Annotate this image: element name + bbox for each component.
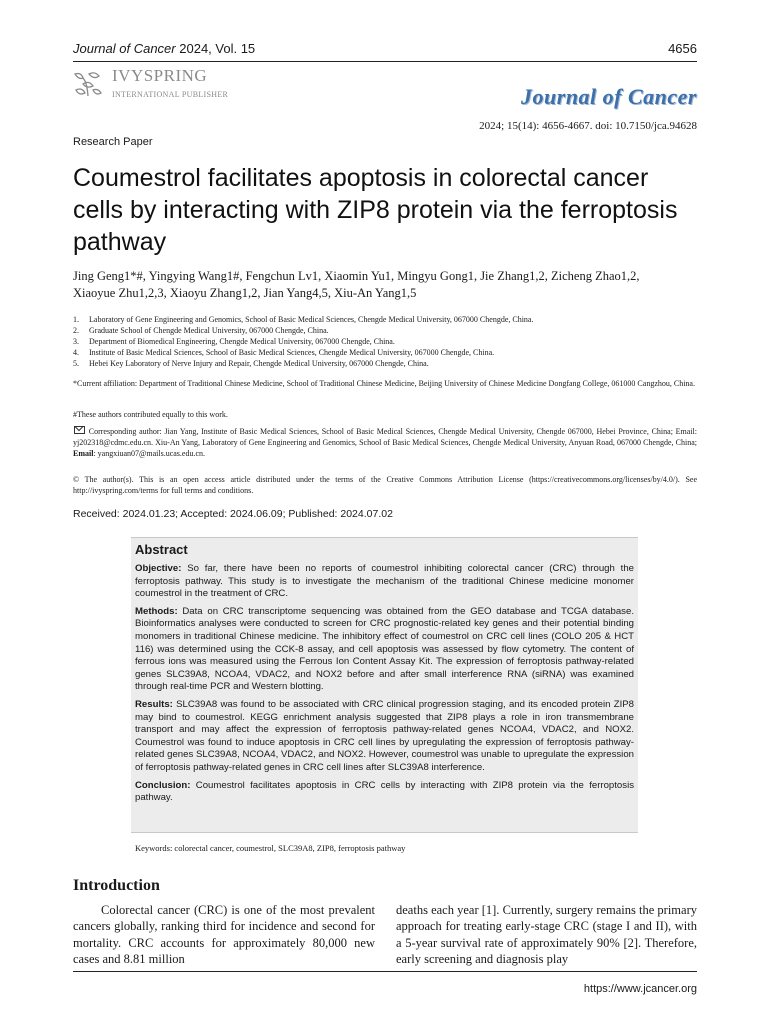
current-affiliation: *Current affiliation: Department of Traditional Chinese Medicine, School of Traditional Chinese Medicine, Beijing University of Chinese Medicine Dongfang College, 061000 Cangzhou, China. <box>73 379 695 388</box>
intro-column-left: Colorectal cancer (CRC) is one of the most prevalent cancers globally, ranking third for incidence and second for mortality. CRC accounts for approximately 80,000 new cases and 8.81 million <box>73 903 375 967</box>
authors-line <box>73 285 703 302</box>
header-journal: Journal of Cancer <box>73 41 176 56</box>
affiliation-item: 4. Institute of Basic Medical Sciences, School of Basic Medical Sciences, Chengde Medical University, 067000 Chengde, China. <box>73 348 495 357</box>
page-number: 4656 <box>668 41 697 56</box>
title-line: pathway <box>73 228 167 256</box>
section-heading-introduction: Introduction <box>73 877 160 894</box>
affiliation-item: 1. Laboratory of Gene Engineering and Genomics, School of Basic Medical Sciences, Chengde Medical University, 067000 Chengde, China. <box>73 315 534 324</box>
running-header <box>73 41 255 56</box>
footer-url[interactable]: https://www.jcancer.org <box>583 983 697 995</box>
corresponding-author: Corresponding author: Jian Yang, Institute of Basic Medical Sciences, School of Basic Medical Sciences, Chengde Medical University, Chengde 067000, Hebei Province, China; Email: yj202318@cdmc.edu.cn. Xiu-An Yang, Laboratory of Gene Engineering and Genomics, School of Basic Medical Sciences, Chengde Medical University, Anyuan Road, 067000 Chengde, China; Email: yangxiuan07@mails.ucas.edu.cn. <box>73 427 697 458</box>
authors-line: Jing Geng1*#, Yingying Wang1#, Fengchun Lv1, Xiaomin Yu1, Mingyu Gong1, Jie Zhang1,2, Zicheng Zhao1,2, <box>73 269 640 283</box>
equal-contribution-note: #These authors contributed equally to this work. <box>73 410 228 419</box>
journal-logo: Journal of Cancer <box>521 84 697 109</box>
abstract-objective: Objective: So far, there have been no reports of coumestrol inhibiting colorectal cancer (CRC) through the ferroptosis pathway. This study is to investigate the mechanism of the traditional Chinese medicine monomer coumestrol in the treatment of CRC. <box>135 563 634 600</box>
abstract-conclusion: Conclusion: Coumestrol facilitates apoptosis in CRC cells by interacting with ZIP8 protein via the ferroptosis pathway. <box>135 779 634 804</box>
citation: 2024; 15(14): 4656-4667. doi: 10.7150/jca.94628 <box>479 120 697 132</box>
header-volume: 2024, Vol. 15 <box>179 41 256 56</box>
abstract-results: Results: SLC39A8 was found to be associated with CRC clinical progression staging, and its encoded protein ZIP8 may bind to coumestrol. KEGG enrichment analysis suggested that ZIP8 plays a role in iron transmembrane transport and may affect the expression of ferroptosis pathway-related genes NCOA4, VDAC2, and NOX2. Coumestrol was found to induce apoptosis in CRC cell lines by upregulating the expression of ferroptosis pathway-related genes SLC39A8, NCOA4, VDAC2, and NOX2. However, coumestrol was unable to upregulate the expression of ferroptosis pathway-related genes in CRC cell lines after SLC39A8 interference. <box>135 698 634 773</box>
ivyspring-logo-icon <box>73 70 103 103</box>
article-type: Research Paper <box>73 136 153 148</box>
article-dates: Received: 2024.01.23; Accepted: 2024.06.09; Published: 2024.07.02 <box>73 508 393 520</box>
abstract-methods: Methods: Data on CRC transcriptome sequencing was obtained from the GEO database and TCGA database. Bioinformatics analyses were conducted to screen for CRC prognostic-related key genes and their potential binding monomers in traditional Chinese medicine. The inhibitory effect of coumestrol on CRC cell lines (COLO 205 & HCT 116) was determined using the CCK-8 assay, and cell apoptosis was assessed by flow cytometry. The content of ferrous ions was measured using the Ferrous Ion Content Assay Kit. The expression of ferroptosis pathway-related genes SLC39A8, NCOA4, VDAC2, and NOX2 before and after small interference RNA (siRNA) was examined through real-time PCR and Western blotting. <box>135 605 634 693</box>
publisher-name: IVYSPRING <box>112 66 208 85</box>
abstract-heading: Abstract <box>135 542 188 557</box>
article-title <box>73 162 713 258</box>
affiliation-item: 5. Hebei Key Laboratory of Nerve Injury and Repair, Chengde Medical University, 067000 Chengde, China. <box>73 359 429 368</box>
affiliations <box>73 314 693 369</box>
affiliation-item: 2. Graduate School of Chengde Medical University, 067000 Chengde, China. <box>73 326 329 335</box>
publisher-subtitle: INTERNATIONAL PUBLISHER <box>112 90 229 99</box>
title-line: cells by interacting with ZIP8 protein via the ferroptosis <box>73 196 678 224</box>
intro-column-right: deaths each year [1]. Currently, surgery remains the primary approach for treating early-stage CRC (stage I and II), with a 5-year survival rate of approximately 90% [2]. Therefore, early screening and diagnosis play <box>396 903 697 967</box>
authors-line-text: Xiaoyue Zhu1,2,3, Xiaoyu Zhang1,2, Jian Yang4,5, Xiu-An Yang1,5 <box>73 286 417 300</box>
title-line: Coumestrol facilitates apoptosis in colorectal cancer <box>73 164 649 192</box>
author-list <box>73 268 703 302</box>
affiliation-item: 3. Department of Biomedical Engineering, Chengde Medical University, 067000 Chengde, China. <box>73 337 395 346</box>
header-rule <box>73 61 697 62</box>
abstract-box <box>131 537 638 833</box>
footer-rule <box>73 971 697 972</box>
mail-icon <box>74 426 85 434</box>
keywords: Keywords: colorectal cancer, coumestrol, SLC39A8, ZIP8, ferroptosis pathway <box>135 843 406 853</box>
license-note: © The author(s). This is an open access article distributed under the terms of the Creative Commons Attribution License (https://creativecommons.org/licenses/by/4.0/). See http://ivyspring.com/terms for full terms and conditions. <box>73 475 697 495</box>
